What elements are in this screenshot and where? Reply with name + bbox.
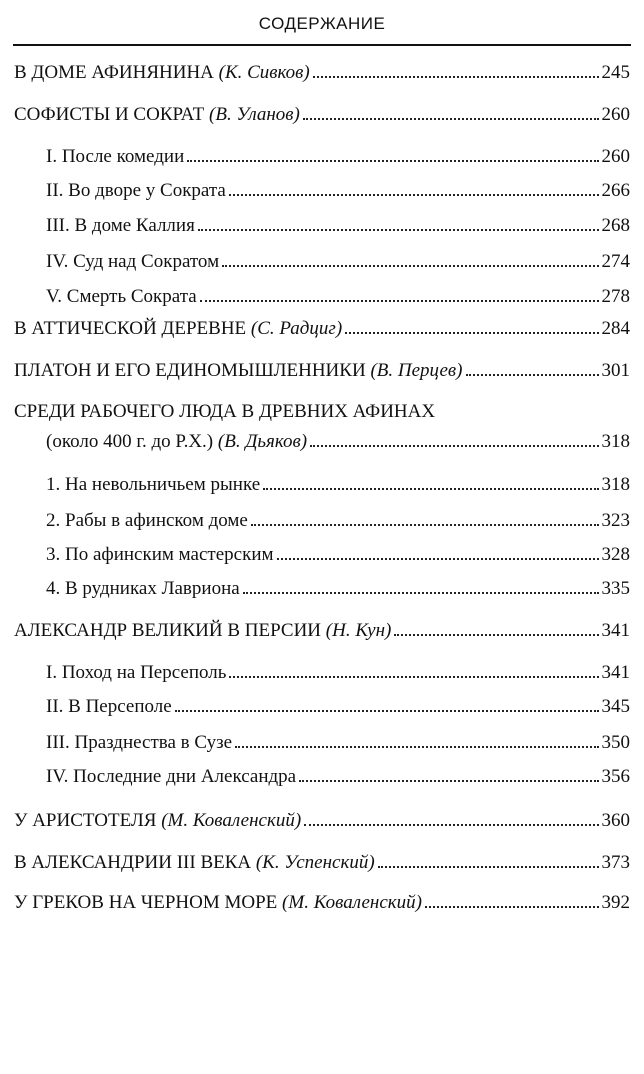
dot-leader	[277, 558, 599, 560]
page-number: 318	[601, 431, 630, 452]
dot-leader	[222, 265, 598, 267]
entry-title: ПЛАТОН И ЕГО ЕДИНОМЫШЛЕННИКИ	[14, 360, 366, 381]
entry-title: В ДОМЕ АФИНЯНИНА	[14, 62, 214, 83]
dot-leader	[394, 634, 598, 636]
page-number: 392	[601, 892, 630, 913]
dot-leader	[235, 746, 598, 748]
page-number: 373	[601, 852, 630, 873]
page-number: 323	[601, 510, 630, 531]
entry-author: (В. Дьяков)	[217, 431, 308, 452]
toc-subentry	[46, 251, 630, 273]
dot-leader	[345, 332, 598, 334]
entry-title: СОФИСТЫ И СОКРАТ	[14, 104, 205, 125]
dot-leader	[251, 524, 599, 526]
page-number: 260	[601, 146, 630, 167]
entry-author: (В. Уланов)	[209, 104, 300, 125]
entry-title: 1. На невольничьем рынке	[46, 474, 261, 495]
toc-subentry	[46, 180, 630, 202]
entry-title: 3. По афинским мастерским	[46, 544, 274, 565]
dot-leader	[263, 488, 598, 490]
toc-entry-heading	[14, 401, 630, 423]
page-number: 318	[601, 474, 630, 495]
entry-title: В АЛЕКСАНДРИИ III ВЕКА	[14, 852, 252, 873]
page-number: 266	[601, 180, 630, 201]
entry-author: (Н. Кун)	[325, 620, 392, 641]
toc-entry	[14, 620, 630, 642]
toc-subentry	[46, 662, 630, 684]
entry-title: АЛЕКСАНДР ВЕЛИКИЙ В ПЕРСИИ	[14, 620, 322, 641]
entry-subtitle: (около 400 г. до Р.Х.)	[46, 431, 214, 452]
entry-title: 2. Рабы в афинском доме	[46, 510, 248, 531]
dot-leader	[299, 780, 598, 782]
entry-title: IV. Суд над Сократом	[46, 251, 220, 272]
page-number: 360	[601, 810, 630, 831]
dot-leader	[310, 445, 598, 447]
entry-author: (К. Успенский)	[255, 852, 375, 873]
dot-leader	[466, 374, 599, 376]
toc-entry	[14, 104, 630, 126]
dot-leader	[229, 676, 598, 678]
entry-title: 4. В рудниках Лавриона	[46, 578, 240, 599]
header-rule	[13, 44, 631, 46]
page-number: 350	[601, 732, 630, 753]
dot-leader	[187, 160, 598, 162]
page-number: 260	[601, 104, 630, 125]
entry-title: I. Поход на Персеполь	[46, 662, 227, 683]
toc-entry	[14, 62, 630, 84]
toc-subentry	[46, 766, 630, 788]
toc-entry	[14, 852, 630, 874]
toc-subentry	[46, 544, 630, 566]
page-number: 356	[601, 766, 630, 787]
toc-entry	[14, 892, 630, 914]
entry-title: II. В Персеполе	[46, 696, 172, 717]
dot-leader	[378, 866, 599, 868]
page-header: СОДЕРЖАНИЕ	[258, 14, 386, 33]
toc-entry-continuation	[46, 431, 630, 453]
dot-leader	[175, 710, 599, 712]
dot-leader	[229, 194, 599, 196]
entry-title: IV. Последние дни Александра	[46, 766, 297, 787]
toc-subentry	[46, 146, 630, 168]
toc-subentry	[46, 215, 630, 237]
dot-leader	[200, 300, 599, 302]
page-number: 245	[601, 62, 630, 83]
page-number: 268	[601, 215, 630, 236]
entry-author: (М. Коваленский)	[282, 892, 422, 913]
entry-title: III. В доме Каллия	[46, 215, 195, 236]
toc-subentry	[46, 474, 630, 496]
page-number: 341	[601, 662, 630, 683]
entry-title: СРЕДИ РАБОЧЕГО ЛЮДА В ДРЕВНИХ АФИНАХ	[14, 401, 436, 422]
toc-subentry	[46, 286, 630, 308]
dot-leader	[243, 592, 599, 594]
dot-leader	[425, 906, 599, 908]
entry-title: II. Во дворе у Сократа	[46, 180, 226, 201]
toc-subentry	[46, 510, 630, 532]
page-number: 274	[601, 251, 630, 272]
toc-subentry	[46, 578, 630, 600]
entry-author: (М. Коваленский)	[161, 810, 302, 831]
toc-entry	[14, 318, 630, 340]
toc-entry	[14, 810, 630, 832]
toc-entry	[14, 360, 630, 382]
entry-author: (К. Сивков)	[218, 62, 310, 83]
entry-title: I. После комедии	[46, 146, 185, 167]
toc-subentry	[46, 732, 630, 754]
entry-title: У ГРЕКОВ НА ЧЕРНОМ МОРЕ	[14, 892, 278, 913]
page-number: 284	[601, 318, 630, 339]
page-number: 341	[601, 620, 630, 641]
dot-leader	[313, 76, 599, 78]
page-number: 335	[601, 578, 630, 599]
page-number: 345	[601, 696, 630, 717]
page-number: 328	[601, 544, 630, 565]
entry-author: (С. Радциг)	[250, 318, 343, 339]
entry-title: У АРИСТОТЕЛЯ	[14, 810, 157, 831]
dot-leader	[304, 824, 598, 826]
entry-title: III. Празднества в Сузе	[46, 732, 233, 753]
page-number: 278	[601, 286, 630, 307]
entry-author: (В. Перцев)	[370, 360, 463, 381]
dot-leader	[198, 229, 599, 231]
entry-title: В АТТИЧЕСКОЙ ДЕРЕВНЕ	[14, 318, 247, 339]
dot-leader	[303, 118, 599, 120]
page-number: 301	[601, 360, 630, 381]
toc-subentry	[46, 696, 630, 718]
entry-title: V. Смерть Сократа	[46, 286, 197, 307]
